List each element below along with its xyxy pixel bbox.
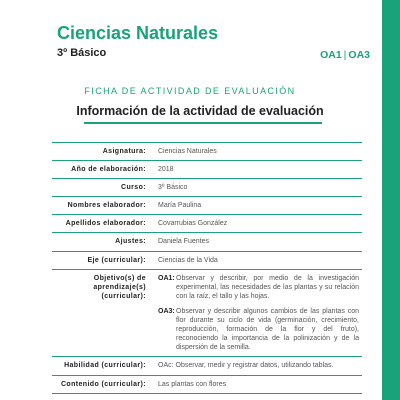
- sheet-kicker: FICHA DE ACTIVIDAD DE EVALUACIÓN: [84, 86, 296, 96]
- table-row: [52, 215, 362, 233]
- subject-title: Ciencias Naturales: [57, 23, 219, 43]
- objective-code: OA3:: [158, 307, 175, 315]
- row-label: Habilidad (curricular):: [52, 357, 155, 375]
- table-row: [52, 251, 362, 269]
- table-row: [52, 143, 362, 161]
- table-row: [52, 357, 362, 375]
- row-value: 2018: [155, 161, 362, 179]
- oa-tag: OA1: [320, 49, 342, 61]
- sheet-heading: Información de la actividad de evaluación: [76, 104, 324, 118]
- row-label: Año de elaboración:: [52, 161, 155, 179]
- row-label: Eje (curricular):: [52, 251, 155, 269]
- side-accent-bar: [382, 0, 400, 400]
- oa-separator: |: [343, 49, 347, 61]
- oa-tag: OA3: [348, 49, 370, 61]
- row-label: Objetivo(s) de aprendizaje(s) (curricular):: [52, 269, 155, 357]
- row-label: Curso:: [52, 179, 155, 197]
- row-label: Apellidos elaborador:: [52, 215, 155, 233]
- row-value: Ciencias de la Vida: [155, 251, 362, 269]
- table-row: [52, 179, 362, 197]
- table-row: [52, 269, 362, 357]
- row-label: Asignatura:: [52, 143, 155, 161]
- table-row: [52, 161, 362, 179]
- row-value: Daniela Fuentes: [155, 233, 362, 251]
- table-row: [52, 197, 362, 215]
- info-table: [52, 142, 362, 394]
- row-value: 3º Básico: [155, 179, 362, 197]
- objective-item: [158, 307, 359, 352]
- row-value: Ciencias Naturales: [155, 143, 362, 161]
- row-value: María Paulina: [155, 197, 362, 215]
- objectives-cell: [155, 269, 362, 357]
- row-value: Covarrubias González: [155, 215, 362, 233]
- oa-tags: [320, 49, 370, 61]
- objective-item: [158, 274, 359, 301]
- table-row: [52, 233, 362, 251]
- row-value: OAc: Observar, medir y registrar datos, utilizando tablas.: [155, 357, 362, 375]
- objective-text: Observar y describir, por medio de la investigación experimental, las necesidades de las plantas y su relación con la raíz, el tallo y las hojas.: [176, 274, 359, 300]
- row-label: Ajustes:: [52, 233, 155, 251]
- objective-code: OA1:: [158, 274, 175, 282]
- objective-text: Observar y describir algunos cambios de las plantas con flor durante su ciclo de vida (germinación, crecimiento, reproducción, formación de la flor y del fruto), reconociendo la importancia de la polinización y de la dispersión de la semilla.: [176, 307, 359, 352]
- row-value: Las plantas con flores: [155, 375, 362, 393]
- row-label: Contenido (curricular):: [52, 375, 155, 393]
- heading-divider: [84, 122, 322, 124]
- grade-title: 3º Básico: [57, 47, 107, 59]
- table-row: [52, 375, 362, 393]
- row-label: Nombres elaborador:: [52, 197, 155, 215]
